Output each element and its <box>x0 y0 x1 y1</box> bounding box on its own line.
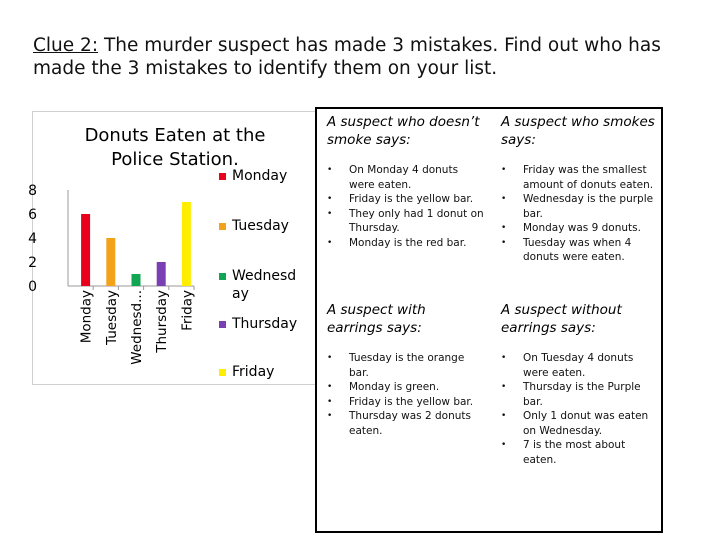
clue-cell-no-earrings <box>491 297 663 531</box>
x-tick-label: Monday <box>78 290 95 344</box>
clue-list-no-smoke <box>325 163 485 250</box>
clue-text: The murder suspect has made 3 mistakes. Find out who has made the 3 mistakes to identify them on your list. <box>33 35 661 79</box>
clue-item: • Tuesday was when 4 donuts were eaten. <box>521 236 657 265</box>
legend-label: Thursday <box>232 316 298 332</box>
y-tick-label: 2 <box>28 255 37 271</box>
x-tick-label: Friday <box>179 290 196 331</box>
y-tick-label: 4 <box>28 231 37 247</box>
bar-tuesday <box>106 238 115 286</box>
clue-cell-earrings <box>317 297 491 531</box>
x-tick-label: Tuesday <box>103 290 120 345</box>
clue-header-no-earrings: A suspect without earrings says: <box>501 302 622 336</box>
clue-cell-no-smoke <box>317 109 491 297</box>
clue-item: • 7 is the most about eaten. <box>521 438 657 467</box>
clue-item: • Thursday was 2 donuts eaten. <box>347 409 485 438</box>
clue-item: • Monday is green. <box>347 380 485 395</box>
legend-label: Monday <box>232 168 288 184</box>
clue-item: • Friday is the yellow bar. <box>347 192 485 207</box>
clue-list-earrings <box>325 351 485 438</box>
clue-item: • Friday was the smallest amount of donuts eaten. <box>521 163 657 192</box>
clue-header-earrings: A suspect with earrings says: <box>327 302 426 336</box>
bar-wednesd <box>132 274 141 286</box>
x-tick-label: Thursday <box>154 290 171 353</box>
clue-item: • They only had 1 donut on Thursday. <box>347 207 485 236</box>
legend-swatch <box>219 223 226 230</box>
clue-header-no-smoke: A suspect who doesn’t smoke says: <box>327 114 480 148</box>
legend-swatch <box>219 273 226 280</box>
clue-label: Clue 2: <box>33 35 99 56</box>
clue-list-smokes <box>499 163 657 265</box>
y-tick-label: 0 <box>28 279 37 295</box>
clue-list-no-earrings <box>499 351 657 467</box>
legend-swatch <box>219 173 226 180</box>
clue-item: • Thursday is the Purple bar. <box>521 380 657 409</box>
legend-label: Wednesd ay <box>232 268 297 302</box>
legend-label: Tuesday <box>232 218 289 234</box>
clue-table <box>315 107 663 533</box>
chart-title: Donuts Eaten at the Police Station. <box>84 125 266 170</box>
x-tick-label: Wednesd... <box>129 290 145 365</box>
clue-item: • Tuesday is the orange bar. <box>347 351 485 380</box>
y-tick-label: 8 <box>28 183 37 199</box>
bar-monday <box>81 214 90 286</box>
clue-item: • On Tuesday 4 donuts were eaten. <box>521 351 657 380</box>
legend-swatch <box>219 321 226 328</box>
clue-item: • Only 1 donut was eaten on Wednesday. <box>521 409 657 438</box>
clue-item: • On Monday 4 donuts were eaten. <box>347 163 485 192</box>
clue-header-smokes: A suspect who smokes says: <box>501 114 655 148</box>
clue-item: • Monday was 9 donuts. <box>521 221 657 236</box>
bar-thursday <box>157 262 166 286</box>
legend-label: Friday <box>232 364 275 380</box>
legend-swatch <box>219 369 226 376</box>
clue-item: • Monday is the red bar. <box>347 236 485 251</box>
y-tick-label: 6 <box>28 207 37 223</box>
clue-cell-smokes <box>491 109 663 297</box>
clue-item: • Friday is the yellow bar. <box>347 395 485 410</box>
clue-item: • Wednesday is the purple bar. <box>521 192 657 221</box>
bar-friday <box>182 202 191 286</box>
